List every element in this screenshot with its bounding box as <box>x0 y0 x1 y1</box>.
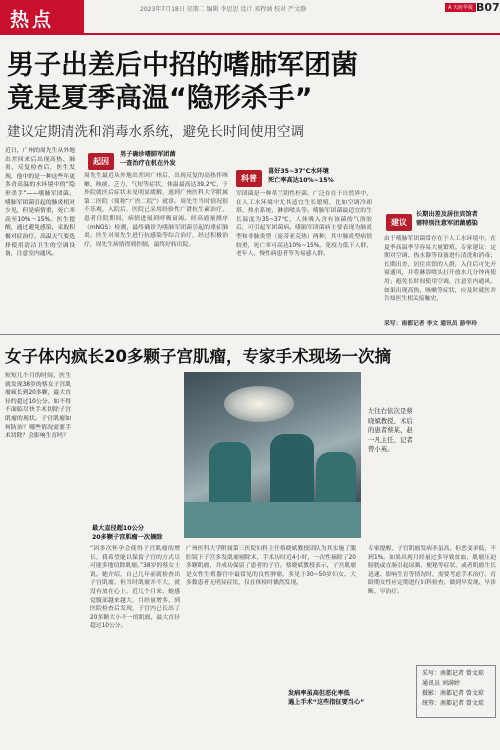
section-heading-cause: 男子确诊嗜肺军团菌 一查治疗在机在外发 <box>120 151 176 167</box>
page-number: B07 <box>476 1 500 14</box>
article1-byline: 采写：南都记者 李文 通讯员 游华玲 <box>384 321 478 327</box>
article2-subhead-2: 发病率虽高但恶化率低 遇上手术“这些指征要当心” <box>288 690 365 706</box>
section-tag-advice: 建议 <box>386 214 412 231</box>
credit-line: 摄影：南都记者 曾文琼 <box>422 690 484 697</box>
article2-lead: 短短几个月的时间，医生就发现38岁的蔡女子宫肌瘤疯长到20多颗，最大直径约超过10公分。如不得不面临尽快手术切除子宫肌瘤的现状。子宫肌瘤如何防治？哪些情况需要手术切除？会影响生育吗？ <box>5 373 71 440</box>
page-header <box>0 0 500 33</box>
section-body-cause: 周先生最近从外地出差回广州后，出现反复的高热伴咳嗽、咳痰、乏力，气短等症状，体温最高达39.2℃，于外院就医后症状未见明显缓解，遂到广州医科大学附属第二医院（简称“广医二院”）就诊。周先生当时情况很不乐观，入院后，医院已采用经验性广谱抗生素治疗，患者住院期间，病情进展到呼吸衰竭。经高通量测序（mNGS）检测，最终确诊为嗜肺军团菌引起的重症肺炎。医生对周先生进行抗感染等综合治疗，经过积极治疗，周先生病情得到控制，最终好转出院。 <box>84 173 228 248</box>
article2-headline: 女子体内疯长20多颗子宫肌瘤，专家手术现场一次摘 <box>5 347 391 366</box>
section-body-advice: 由于嗜肺军团菌常存在于人工水环境中，在夏季高温季节容易大量繁殖。专家建议：定期对空调、热水器等设备进行清洗和消毒；长期出差、居住宾馆的人群，入住后可先开窗通风，并将淋浴喷头打开放水几分钟再使用；避免长时间使用空调，注意室内通风。如果出现高热、咳嗽等症状，应及时就医并告知医生相关接触史。 <box>384 236 496 303</box>
article2-col-b: 广州医科大学附属第三医院妇科主任蔡晓斌教授团队为其实施了腹腔镜下子宫多发肌瘤剔除术，手术历时近4小时，一次性摘除了20多颗肌瘤，并成功保留了患者的子宫。蔡晓斌教授表示，子宫肌瘤是女性生殖器官中最常见的良性肿瘤，多见于30~50岁妇女。大多数患者无明显症状，仅在体检时偶然发现。 <box>186 546 356 587</box>
section-heading-advice: 长期出差及居住宾馆者 需特别注意军团菌感染 <box>416 211 478 227</box>
section-tag-science: 科普 <box>236 170 262 187</box>
credit-line: 通讯员 刘满婷 <box>422 680 460 687</box>
section-divider <box>0 334 500 335</box>
section-body-science: 军团菌是一种革兰阴性杆菌，广泛存在于自然界中，在人工水环境中尤其适宜生长繁殖，比如空调冷却塔、热水系统、淋浴喷头等。嗜肺军团菌最适宜的生长温度为35~37℃，人体吸入含有该菌的气溶胶后，可引起军团菌病。嗜肺军团菌病主要表现为肺炎型和非肺炎型（庞蒂亚克热）两种，其中肺炎型病情较重，死亡率可高达10%~15%。免疫力低下人群、老年人、慢性病患者等为易感人群。 <box>236 191 372 258</box>
article2-col-a: “因多次怀孕会使得子宫肌瘤的增长，我希望能以保留子宫的方式尽可能多地切除肌瘤。”38岁的蔡女士说。她介绍，自己几年前就检查出子宫肌瘤，但当时肌瘤并不大，就没有放在心上。近几个月来，她感觉腹部越来越大，月经量增多，到医院检查后发现，子宫内已长出了20多颗大小不一的肌瘤，最大直径超过10公分。 <box>90 546 180 630</box>
operating-bed-shape <box>184 502 361 538</box>
headline-line-2: 竟是夏季高温“隐形杀手” <box>7 83 313 114</box>
masthead-info: 2023年7月18日 星期二 编辑 李思思 设计 邓程涵 校对 严文静 <box>140 6 307 13</box>
article2-credits <box>416 665 496 718</box>
headline-subtitle: 建议定期清洗和消毒水系统，避免长时间使用空调 <box>7 124 304 140</box>
article1-lead: 近日，广州的周先生从外地出差回来后出现高热、肺炎，反复检查后，医生发现，他中的是一种这些年更多青高温的水环境中的“隐形杀手”——嗜肺军团菌。嗜肺军团菌引起的肺炎相对少见，但是病情重，死亡率高至10%～15%。医生提醒，通过避免感染，采取积极对症治疗。高温天气要选择使用清洁卫生的空调设备，注意室内通风。 <box>5 148 75 258</box>
paper-badge: A 天府早报 <box>445 3 476 12</box>
credit-line: 统筹：南都记者 曾文琼 <box>422 700 484 707</box>
photo-caption: 左往右依次是蔡晓斌教授、术后的患者蔡某、赵一凡主任、记者曾小英。 <box>368 407 413 453</box>
headline-line-1: 男子出差后中招的嗜肺军团菌 <box>7 50 358 81</box>
credit-line: 采写：南都记者 曾文琼 <box>422 670 484 677</box>
section-tag-cause: 起因 <box>88 153 114 170</box>
header-rule <box>0 33 500 35</box>
surgery-photo <box>184 372 361 538</box>
surgical-lamp-shape <box>224 386 294 422</box>
section-label: 热点 <box>0 0 84 33</box>
section-heading-science: 喜好35~37℃水环境 死亡率高达10%~15% <box>268 168 334 184</box>
article2-col-c: 专家提醒，子宫肌瘤发病率虽高，但恶变率低，不到1%。如果出现月经量过多导致贫血、肌瘤压迫膀胱或直肠引起尿频、便秘等症状，或者肌瘤生长迅速、影响生育等情况时，需要考虑手术治疗。育龄期女性应定期进行妇科检查，做到早发现、早诊断、早治疗。 <box>368 546 496 595</box>
article2-subhead: 最大直径超10公分 20多颗子宫肌瘤一次摘除 <box>92 525 163 541</box>
